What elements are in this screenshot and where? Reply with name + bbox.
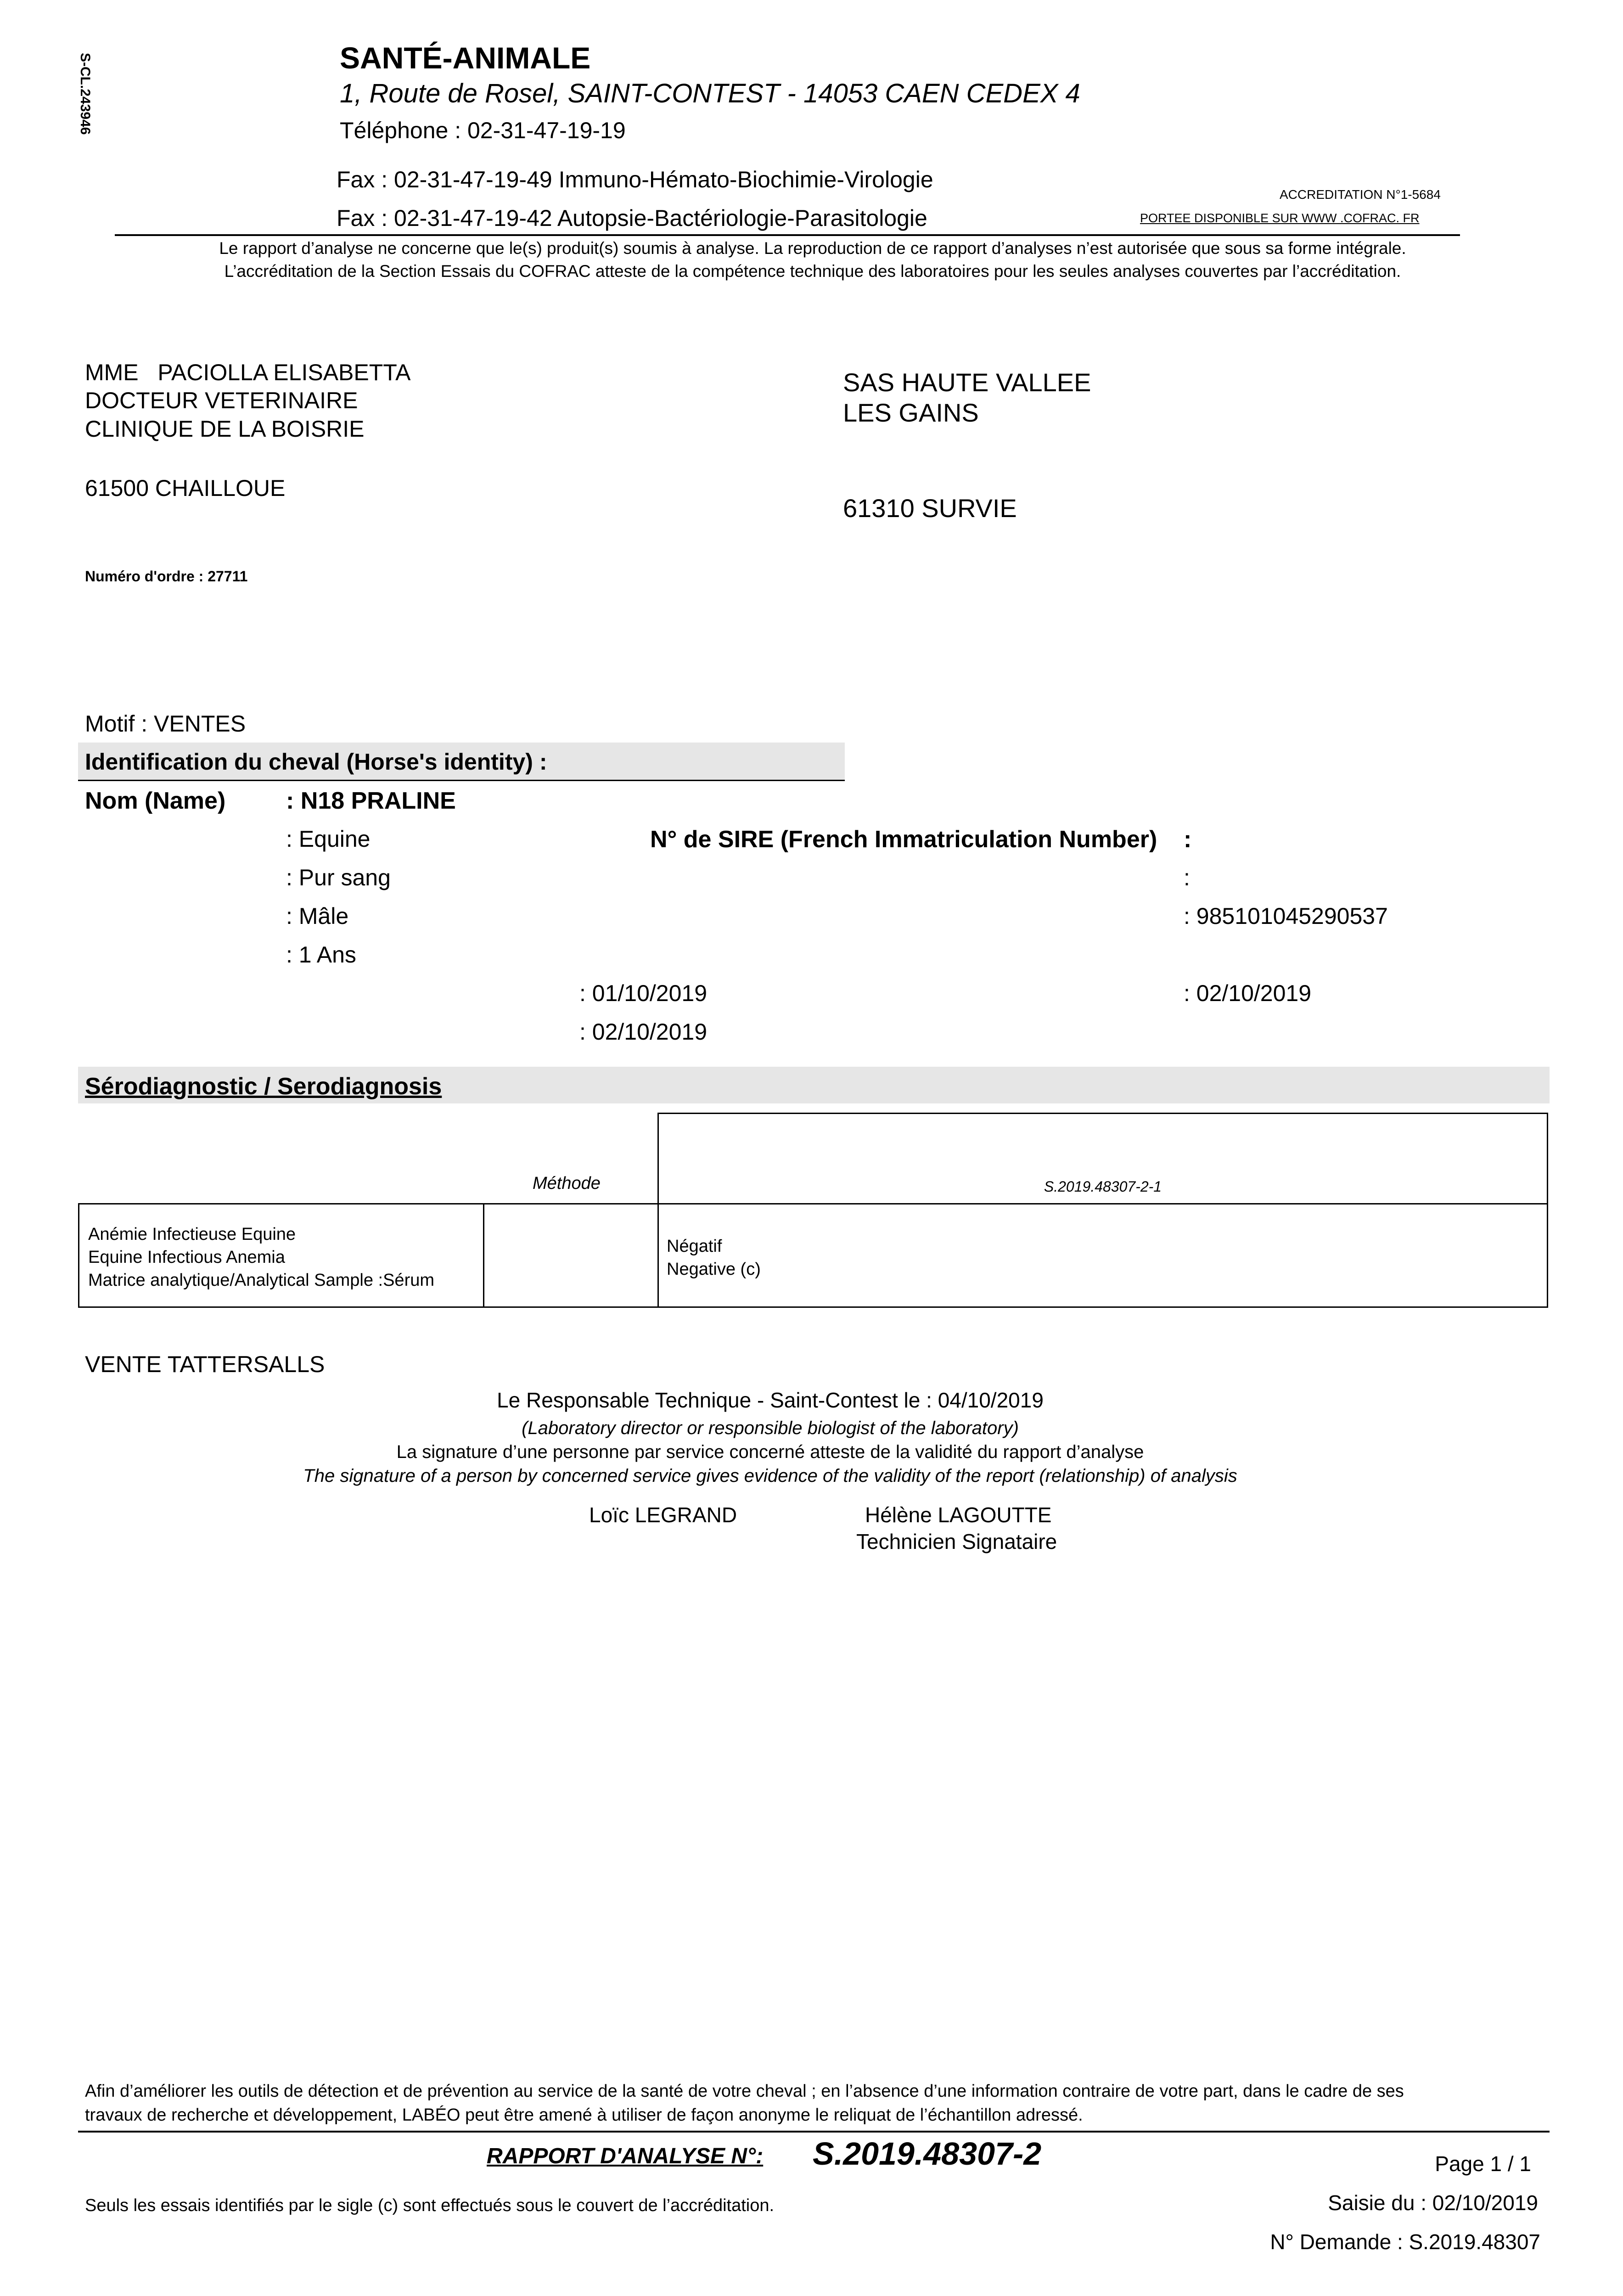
vente-label: VENTE TATTERSALLS xyxy=(85,1351,325,1377)
disclaimer-line-1: Le rapport d’analyse ne concerne que le(s) produit(s) soumis à analyse. La reproduction de ce rapport d’analyses n’est autorisée que sous sa forme intégrale. xyxy=(219,239,1406,258)
recipient-line-3: CLINIQUE DE LA BOISRIE xyxy=(85,416,365,442)
sero-sample-header: S.2019.48307-2-1 xyxy=(1044,1178,1162,1195)
lab-fax-1: Fax : 02-31-47-19-49 Immuno-Hémato-Biochimie-Virologie xyxy=(337,167,933,192)
signature-note-fr: La signature d’une personne par service concerné atteste de la validité du rapport d’analyse xyxy=(396,1442,1144,1462)
sero-row-label-2: Equine Infectious Anemia xyxy=(88,1248,285,1267)
signer-2: Hélène LAGOUTTE xyxy=(865,1503,1052,1527)
accreditation-scope: PORTEE DISPONIBLE SUR WWW .COFRAC. FR xyxy=(1140,211,1420,225)
horse-age: : 1 Ans xyxy=(286,942,356,968)
owner-line-2: LES GAINS xyxy=(843,398,979,427)
motif: Motif : VENTES xyxy=(85,711,246,737)
recipient-city: 61500 CHAILLOUE xyxy=(85,475,286,501)
accreditation-footnote: Seuls les essais identifiés par le sigle (c) sont effectués sous le couvert de l’accréditation. xyxy=(85,2196,775,2215)
horse-name: : N18 PRALINE xyxy=(286,788,456,814)
footer-note-line-1: Afin d’améliorer les outils de détection et de prévention au service de la santé de votre cheval ; en l’absence d’une information contraire de votre part, dans le cadre de ses xyxy=(85,2082,1404,2101)
lab-director-line: (Laboratory director or responsible biologist of the laboratory) xyxy=(522,1418,1019,1438)
identity-section-title: Identification du cheval (Horse's identity) : xyxy=(85,749,547,775)
sero-result-row xyxy=(78,1203,1548,1308)
header-rule xyxy=(115,234,1460,236)
entry-date: Saisie du : 02/10/2019 xyxy=(1328,2191,1538,2215)
sire-label: N° de SIRE (French Immatriculation Number) xyxy=(650,826,1157,853)
horse-species: : Equine xyxy=(286,826,371,852)
footer-rule xyxy=(78,2131,1550,2133)
date-left-1: : 01/10/2019 xyxy=(579,980,708,1006)
sero-result-en: Negative (c) xyxy=(667,1260,761,1279)
request-number: N° Demande : S.2019.48307 xyxy=(1270,2230,1540,2254)
page-number: Page 1 / 1 xyxy=(1435,2152,1531,2176)
signature-note-en: The signature of a person by concerned service gives evidence of the validity of the report (relationship) of analysis xyxy=(303,1466,1237,1486)
sire-value: : xyxy=(1184,865,1190,890)
sero-title: Sérodiagnostic / Serodiagnosis xyxy=(85,1073,442,1100)
horse-sex: : Mâle xyxy=(286,903,349,929)
horse-name-label: Nom (Name) xyxy=(85,788,226,814)
owner-city: 61310 SURVIE xyxy=(843,494,1017,523)
identity-header-rule xyxy=(78,780,845,781)
recipient-line-2: DOCTEUR VETERINAIRE xyxy=(85,388,358,413)
sero-method-header: Méthode xyxy=(533,1174,601,1193)
responsible-line: Le Responsable Technique - Saint-Contest le : 04/10/2019 xyxy=(497,1388,1044,1412)
lab-address: 1, Route de Rosel, SAINT-CONTEST - 14053 CAEN CEDEX 4 xyxy=(340,79,1080,108)
accreditation-number: ACCREDITATION N°1-5684 xyxy=(1280,187,1441,202)
lab-phone: Téléphone : 02-31-47-19-19 xyxy=(340,118,626,143)
disclaimer-line-2: L’accréditation de la Section Essais du COFRAC atteste de la compétence technique des laboratoires pour les seules analyses couvertes par l’accréditation. xyxy=(224,262,1401,281)
sero-row-divider-2 xyxy=(657,1203,659,1308)
sire-colon: : xyxy=(1184,826,1192,853)
sero-result-fr: Négatif xyxy=(667,1237,722,1256)
owner-line-1: SAS HAUTE VALLEE xyxy=(843,368,1091,397)
report-label: RAPPORT D'ANALYSE N°: xyxy=(487,2144,764,2168)
order-number: Numéro d'ordre : 27711 xyxy=(85,568,248,585)
report-number: S.2019.48307-2 xyxy=(813,2136,1042,2172)
lab-fax-2: Fax : 02-31-47-19-42 Autopsie-Bactériologie-Parasitologie xyxy=(337,205,927,231)
date-left-2: : 02/10/2019 xyxy=(579,1019,708,1045)
signer-1: Loïc LEGRAND xyxy=(589,1503,737,1527)
horse-chip: : 985101045290537 xyxy=(1184,903,1388,929)
signer-2-role: Technicien Signataire xyxy=(856,1530,1057,1553)
date-right: : 02/10/2019 xyxy=(1184,980,1312,1006)
lab-name: SANTÉ-ANIMALE xyxy=(340,41,591,75)
sero-row-divider-1 xyxy=(483,1203,484,1308)
sero-row-label-3: Matrice analytique/Analytical Sample :Sérum xyxy=(88,1271,435,1290)
footer-note-line-2: travaux de recherche et développement, LABÉO peut être amené à utiliser de façon anonyme le reliquat de l’échantillon adressé. xyxy=(85,2105,1083,2125)
horse-breed: : Pur sang xyxy=(286,865,391,890)
recipient-line-1: MME PACIOLLA ELISABETTA xyxy=(85,360,411,385)
side-code: S-CL.243946 xyxy=(78,53,93,135)
sero-row-label-1: Anémie Infectieuse Equine xyxy=(88,1225,296,1244)
